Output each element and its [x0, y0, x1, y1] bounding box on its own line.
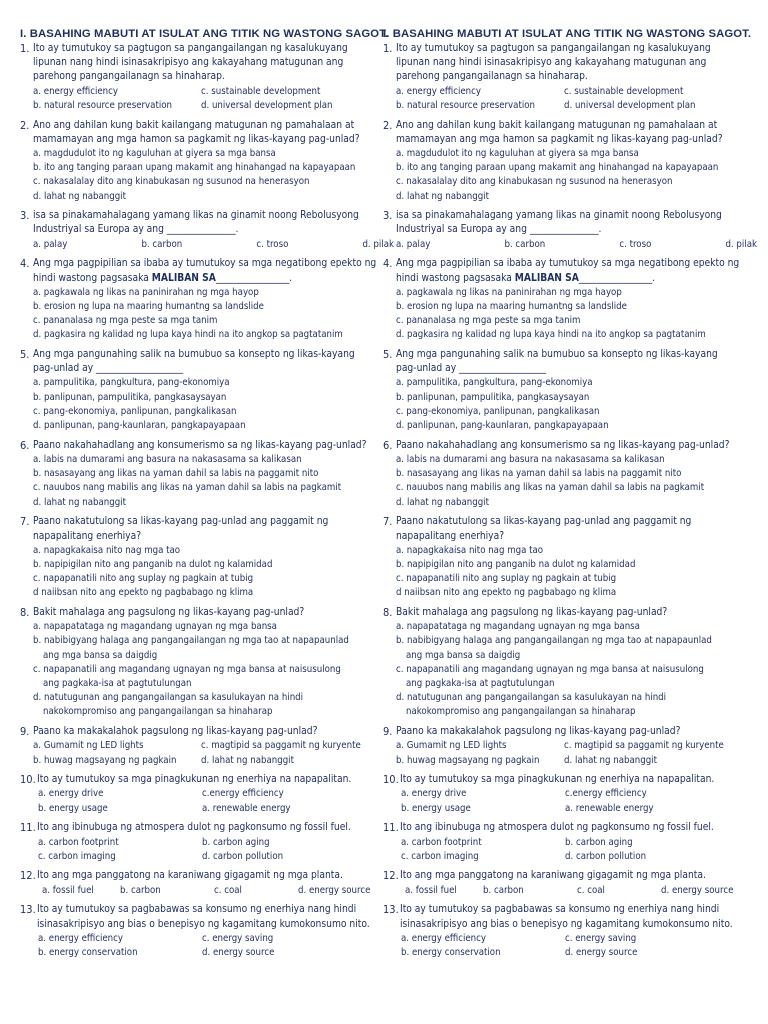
- option-b: b. napipigilan nito ang panganib na dulot ng kalamidad: [396, 558, 636, 570]
- option-c: c. napapanatili ang magandang ugnayan ng mga bansa at naisusulong: [33, 663, 341, 675]
- option-d: d. pilak: [725, 238, 757, 250]
- question-5: [383, 348, 757, 433]
- question-text: Bakit mahalaga ang pagsulong ng likas-kayang pag-unlad?: [33, 607, 305, 619]
- question-5: [20, 348, 394, 433]
- question-number: 12.: [20, 869, 36, 883]
- question-9: [20, 725, 394, 768]
- option-c: c. sustainable development: [201, 85, 321, 97]
- option-a: a. magdudulot ito ng kaguluhan at giyera sa mga bansa: [33, 147, 276, 159]
- section-heading: I. BASAHING MABUTI AT ISULAT ANG TITIK NG WASTONG SAGOT.: [20, 28, 389, 40]
- option-c: c. troso: [256, 238, 289, 250]
- question-number: 7.: [383, 515, 393, 529]
- question-text: hindi wastong pagsasaka: [33, 272, 152, 284]
- option-c: c.energy efficiency: [202, 788, 284, 800]
- question-text: Ito ay tumutukoy sa pagbabawas sa konsumo ng enerhiya nang hindi: [37, 904, 357, 916]
- question-number: 13.: [383, 903, 399, 917]
- option-a: a. pampulitika, pangkultura, pang-ekonomiya: [33, 377, 230, 389]
- question-6: [383, 439, 757, 510]
- question-text: Ito ay tumutukoy sa mga pinagkukunan ng enerhiya na napapalitan.: [37, 774, 352, 786]
- option-c: c. nakasalalay dito ang kinabukasan ng susunod na henerasyon: [33, 176, 310, 188]
- option-b: b. panlipunan, pampulitika, pangkasaysayan: [396, 391, 590, 403]
- question-4: [20, 257, 394, 342]
- option-c: c. coal: [214, 884, 242, 896]
- question-emphasis: MALIBAN SA: [151, 272, 216, 284]
- question-number: 8.: [383, 606, 393, 620]
- option-d: d. lahat ng nabanggit: [396, 496, 489, 508]
- option-d: d. lahat ng nabanggit: [33, 190, 126, 202]
- option-c: c. troso: [619, 238, 652, 250]
- option-d: d. panlipunan, pang-kaunlaran, pangkapayapaan: [33, 420, 246, 432]
- option-b: b. nasasayang ang likas na yaman dahil sa labis na paggamit nito: [33, 468, 319, 480]
- option-a: a. Gumamit ng LED lights: [33, 740, 144, 752]
- question-11: [383, 821, 757, 864]
- question-number: 7.: [20, 515, 30, 529]
- question-number: 2.: [20, 118, 30, 132]
- question-text: napapalitang enerhiya?: [33, 530, 142, 542]
- option-d: a. renewable energy: [565, 802, 654, 814]
- option-a: a. labis na dumarami ang basura na nakasasama sa kalikasan: [33, 453, 302, 465]
- option-d: d naiibsan nito ang epekto ng pagbabago ng klima: [33, 587, 254, 599]
- option-c: c.energy efficiency: [565, 788, 647, 800]
- question-text: Ito ay tumutukoy sa pagtugon sa pangangailangan ng kasalukuyang: [33, 43, 348, 54]
- option-b-continued: ang mga bansa sa daigdig: [43, 649, 158, 661]
- option-a: a. pagkawala ng likas na paninirahan ng mga hayop: [33, 286, 259, 298]
- question-9: [383, 725, 757, 768]
- option-c: c. magtipid sa paggamit ng kuryente: [564, 740, 724, 752]
- option-d: d. carbon pollution: [202, 850, 284, 862]
- question-text: Bakit mahalaga ang pagsulong ng likas-kayang pag-unlad?: [396, 607, 668, 619]
- question-3: [20, 209, 394, 252]
- question-text: isinasakripisyo ang bias o benepisyo ng kagamitang kumokonsumo nito.: [37, 918, 370, 930]
- question-text: Industriyal sa Europa ay ang _______________.: [33, 224, 239, 236]
- option-c: c. nauubos nang mabilis ang likas na yaman dahil sa labis na pagkamit: [33, 482, 342, 494]
- option-a: a. energy drive: [401, 788, 467, 800]
- option-a: a. energy drive: [38, 788, 104, 800]
- option-c: c. carbon imaging: [401, 850, 479, 862]
- option-b: b. huwag magsayang ng pagkain: [33, 754, 177, 766]
- answer-blank: ________________.: [215, 272, 293, 284]
- question-number: 2.: [383, 118, 393, 132]
- question-number: 10.: [383, 773, 399, 787]
- option-d: d. lahat ng nabanggit: [564, 754, 657, 766]
- option-a: a. magdudulot ito ng kaguluhan at giyera sa mga bansa: [396, 147, 639, 159]
- option-c: c. nakasalalay dito ang kinabukasan ng susunod na henerasyon: [396, 176, 673, 188]
- question-text: Ito ay tumutukoy sa pagtugon sa pangangailangan ng kasalukuyang: [396, 43, 711, 54]
- question-number: 3.: [383, 209, 393, 223]
- option-c: c. pananalasa ng mga peste sa mga tanim: [33, 315, 218, 327]
- option-c: c. pananalasa ng mga peste sa mga tanim: [396, 315, 581, 327]
- option-c: c. energy saving: [202, 932, 274, 944]
- option-b: b. carbon aging: [565, 836, 633, 848]
- question-text: Paano nakatutulong sa likas-kayang pag-unlad ang paggamit ng: [396, 516, 692, 528]
- option-c-continued: ang pagkaka-isa at pagtutulungan: [406, 678, 555, 690]
- question-text: isinasakripisyo ang bias o benepisyo ng kagamitang kumokonsumo nito.: [400, 918, 733, 930]
- option-a: a. labis na dumarami ang basura na nakasasama sa kalikasan: [396, 453, 665, 465]
- option-d: d. pagkasira ng kalidad ng lupa kaya hindi na ito angkop sa pagtatanim: [33, 329, 343, 341]
- question-text: Ang mga pagpipilian sa ibaba ay tumutukoy sa mga negatibong epekto ng: [33, 258, 377, 270]
- question-number: 9.: [383, 725, 393, 739]
- question-13: [383, 903, 757, 960]
- question-number: 11.: [383, 821, 399, 835]
- option-b: b. carbon: [141, 238, 183, 250]
- question-12: [20, 869, 394, 897]
- question-7: [383, 515, 757, 600]
- option-b: b. nasasayang ang likas na yaman dahil sa labis na paggamit nito: [396, 468, 682, 480]
- question-4: [383, 257, 757, 342]
- option-d: d. energy source: [202, 946, 275, 958]
- option-a: a. fossil fuel: [405, 884, 457, 896]
- question-11: [20, 821, 394, 864]
- option-d: d. lahat ng nabanggit: [396, 190, 489, 202]
- option-b: b. napipigilan nito ang panganib na dulot ng kalamidad: [33, 558, 273, 570]
- option-a: a. energy efficiency: [396, 85, 482, 97]
- option-d: d. natutugunan ang pangangailangan sa kasulukayan na hindi: [33, 692, 304, 704]
- answer-blank: ________________.: [578, 272, 656, 284]
- question-number: 9.: [20, 725, 30, 739]
- option-c: c. napapanatili ang magandang ugnayan ng mga bansa at naisusulong: [396, 663, 704, 675]
- option-b-continued: ang mga bansa sa daigdig: [406, 649, 521, 661]
- worksheet-column-left: [20, 28, 394, 960]
- option-c: c. pang-ekonomiya, panlipunan, pangkalikasan: [396, 405, 600, 417]
- option-a: a. napapatataga ng magandang ugnayan ng mga bansa: [33, 621, 277, 633]
- question-text: Paano nakahahadlang ang konsumerismo sa ng likas-kayang pag-unlad?: [33, 439, 367, 451]
- option-b: b. panlipunan, pampulitika, pangkasaysayan: [33, 391, 227, 403]
- question-text: Ang mga pangunahing salik na bumubuo sa konsepto ng likas-kayang: [33, 349, 355, 361]
- question-text: Paano ka makakalahok pagsulong ng likas-kayang pag-unlad?: [33, 726, 318, 738]
- option-b: b. huwag magsayang ng pagkain: [396, 754, 540, 766]
- question-emphasis: MALIBAN SA: [514, 272, 579, 284]
- option-c: c. sustainable development: [564, 85, 684, 97]
- option-d: d. pagkasira ng kalidad ng lupa kaya hindi na ito angkop sa pagtatanim: [396, 329, 706, 341]
- option-a: a. palay: [396, 238, 431, 250]
- option-d: d. natutugunan ang pangangailangan sa kasulukayan na hindi: [396, 692, 667, 704]
- option-a: a. carbon footprint: [401, 836, 482, 848]
- option-b: b. energy usage: [401, 802, 471, 814]
- question-text: Paano nakatutulong sa likas-kayang pag-unlad ang paggamit ng: [33, 516, 329, 528]
- question-6: [20, 439, 394, 510]
- question-2: [20, 119, 394, 204]
- option-b: b. nabibigyang halaga ang pangangailangan ng mga tao at napapaunlad: [396, 635, 712, 647]
- option-d-continued: nakokompromiso ang pangangailangan sa hinaharap: [43, 706, 273, 718]
- option-d: d naiibsan nito ang epekto ng pagbabago ng klima: [396, 587, 617, 599]
- question-number: 11.: [20, 821, 36, 835]
- option-d: d. universal development plan: [564, 99, 696, 111]
- option-b: b. energy conservation: [38, 946, 138, 958]
- question-13: [20, 903, 394, 960]
- question-10: [383, 773, 757, 816]
- question-text: Ito ay tumutukoy sa pagbabawas sa konsumo ng enerhiya nang hindi: [400, 904, 720, 916]
- option-d-continued: nakokompromiso ang pangangailangan sa hinaharap: [406, 706, 636, 718]
- question-2: [383, 119, 757, 204]
- option-d: d. lahat ng nabanggit: [33, 496, 126, 508]
- option-a: a. palay: [33, 238, 68, 250]
- question-text: hindi wastong pagsasaka: [396, 272, 515, 284]
- option-b: b. ito ang tanging paraan upang makamit ang hinahangad na kapayapaan: [396, 162, 719, 174]
- option-a: a. fossil fuel: [42, 884, 94, 896]
- option-d: d. universal development plan: [201, 99, 333, 111]
- question-text: Paano ka makakalahok pagsulong ng likas-kayang pag-unlad?: [396, 726, 681, 738]
- option-b: b. ito ang tanging paraan upang makamit ang hinahangad na kapayapaan: [33, 162, 356, 174]
- option-c: c. napapanatili nito ang suplay ng pagkain at tubig: [33, 573, 254, 585]
- option-b: b. natural resource preservation: [33, 99, 172, 111]
- question-text: mamamayan ang mga hamon sa pagkamit ng likas-kayang pag-unlad?: [396, 133, 723, 145]
- question-text: Ang mga pangunahing salik na bumubuo sa konsepto ng likas-kayang: [396, 349, 718, 361]
- option-d: d. pilak: [362, 238, 394, 250]
- question-number: 6.: [383, 438, 393, 452]
- option-a: a. napagkakaisa nito nag mga tao: [396, 544, 544, 556]
- question-number: 13.: [20, 903, 36, 917]
- question-text: isa sa pinakamahalagang yamang likas na ginamit noong Rebolusyong: [33, 210, 359, 222]
- option-b: b. carbon aging: [202, 836, 270, 848]
- option-b: b. carbon: [120, 884, 161, 896]
- question-number: 4.: [20, 257, 30, 271]
- option-a: a. carbon footprint: [38, 836, 119, 848]
- question-text: parehong pangangailanagn sa hinaharap.: [33, 71, 225, 83]
- question-3: [383, 209, 757, 252]
- option-c: c. magtipid sa paggamit ng kuryente: [201, 740, 361, 752]
- question-text: Ito ang ibinubuga ng atmospera dulot ng pagkonsumo ng fossil fuel.: [400, 822, 714, 834]
- question-text: Ang mga pagpipilian sa ibaba ay tumutukoy sa mga negatibong epekto ng: [396, 258, 740, 270]
- option-c: c. napapanatili nito ang suplay ng pagkain at tubig: [396, 573, 617, 585]
- option-b: b. nabibigyang halaga ang pangangailangan ng mga tao at napapaunlad: [33, 635, 349, 647]
- question-text: pag-unlad ay ___________________: [396, 363, 547, 375]
- option-d: d. energy source: [661, 884, 734, 896]
- question-7: [20, 515, 394, 600]
- question-text: isa sa pinakamahalagang yamang likas na ginamit noong Rebolusyong: [396, 210, 722, 222]
- option-c: c. pang-ekonomiya, panlipunan, pangkalikasan: [33, 405, 237, 417]
- question-text: pag-unlad ay ___________________: [33, 363, 184, 375]
- option-d: d. carbon pollution: [565, 850, 647, 862]
- option-d: d. lahat ng nabanggit: [201, 754, 294, 766]
- question-number: 8.: [20, 606, 30, 620]
- question-text: Ano ang dahilan kung bakit kailangang matugunan ng pamahalaan at: [33, 119, 355, 131]
- question-text: lipunan nang hindi isinasakripisyo ang kakayahang matugunan ang: [396, 57, 707, 69]
- question-text: Ano ang dahilan kung bakit kailangang matugunan ng pamahalaan at: [396, 119, 718, 131]
- option-c: c. coal: [577, 884, 605, 896]
- question-8: [20, 606, 394, 720]
- option-b: b. energy conservation: [401, 946, 501, 958]
- option-c: c. energy saving: [565, 932, 637, 944]
- question-text: Ito ang mga panggatong na karaniwang gigagamit ng mga planta.: [37, 870, 343, 882]
- option-c: c. carbon imaging: [38, 850, 116, 862]
- question-8: [383, 606, 757, 720]
- question-number: 10.: [20, 773, 36, 787]
- option-b: b. carbon: [483, 884, 524, 896]
- question-number: 12.: [383, 869, 399, 883]
- question-text: Ito ang ibinubuga ng atmospera dulot ng pagkonsumo ng fossil fuel.: [37, 822, 351, 834]
- option-a: a. energy efficiency: [401, 932, 487, 944]
- question-text: lipunan nang hindi isinasakripisyo ang kakayahang matugunan ang: [33, 57, 344, 69]
- question-text: parehong pangangailanagn sa hinaharap.: [396, 71, 588, 83]
- option-a: a. energy efficiency: [38, 932, 124, 944]
- option-d: d. energy source: [565, 946, 638, 958]
- question-text: Paano nakahahadlang ang konsumerismo sa ng likas-kayang pag-unlad?: [396, 439, 730, 451]
- option-a: a. pagkawala ng likas na paninirahan ng mga hayop: [396, 286, 622, 298]
- question-10: [20, 773, 394, 816]
- option-a: a. Gumamit ng LED lights: [396, 740, 507, 752]
- question-12: [383, 869, 757, 897]
- question-text: Ito ay tumutukoy sa mga pinagkukunan ng enerhiya na napapalitan.: [400, 774, 715, 786]
- question-number: 6.: [20, 438, 30, 452]
- option-b: b. carbon: [504, 238, 546, 250]
- question-number: 3.: [20, 209, 30, 223]
- option-a: a. napapatataga ng magandang ugnayan ng mga bansa: [396, 621, 640, 633]
- option-d: d. energy source: [298, 884, 371, 896]
- option-c: c. nauubos nang mabilis ang likas na yaman dahil sa labis na pagkamit: [396, 482, 705, 494]
- option-a: a. napagkakaisa nito nag mga tao: [33, 544, 181, 556]
- option-a: a. energy efficiency: [33, 85, 119, 97]
- option-c-continued: ang pagkaka-isa at pagtutulungan: [43, 678, 192, 690]
- question-text: mamamayan ang mga hamon sa pagkamit ng likas-kayang pag-unlad?: [33, 133, 360, 145]
- option-d: d. panlipunan, pang-kaunlaran, pangkapayapaan: [396, 420, 609, 432]
- question-text: napapalitang enerhiya?: [396, 530, 505, 542]
- option-b: b. erosion ng lupa na maaring humantng sa landslide: [33, 300, 264, 312]
- question-1: [20, 42, 394, 113]
- question-number: 1.: [20, 42, 30, 55]
- question-text: Ito ang mga panggatong na karaniwang gigagamit ng mga planta.: [400, 870, 706, 882]
- question-number: 5.: [20, 348, 30, 362]
- question-number: 5.: [383, 348, 393, 362]
- question-1: [383, 42, 757, 113]
- question-number: 1.: [383, 42, 393, 55]
- option-d: a. renewable energy: [202, 802, 291, 814]
- option-b: b. energy usage: [38, 802, 108, 814]
- option-b: b. erosion ng lupa na maaring humantng sa landslide: [396, 300, 627, 312]
- option-a: a. pampulitika, pangkultura, pang-ekonomiya: [396, 377, 593, 389]
- question-text: Industriyal sa Europa ay ang _______________.: [396, 224, 602, 236]
- section-heading: I. BASAHING MABUTI AT ISULAT ANG TITIK NG WASTONG SAGOT.: [383, 28, 752, 40]
- option-b: b. natural resource preservation: [396, 99, 535, 111]
- question-number: 4.: [383, 257, 393, 271]
- worksheet-column-right: [383, 28, 757, 960]
